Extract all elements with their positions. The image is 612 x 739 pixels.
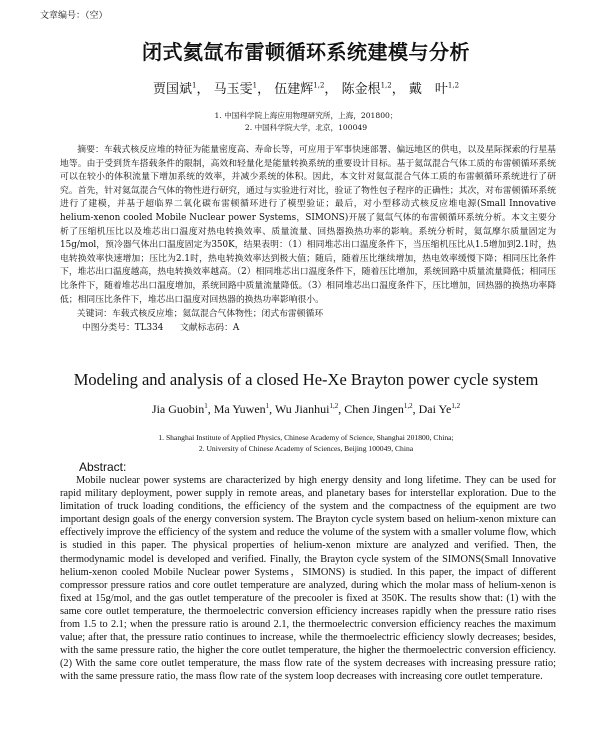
author-affiliation-mark: 1: [191, 81, 197, 90]
author-affiliation-mark: 1: [265, 402, 270, 410]
abstract-english-text: Mobile nuclear power systems are characterized by high energy density and long lifetime. They can be used for rapid military deployment, power supply in remote areas, and planetary bases for interstellar exploration. Due to the limitation of truck loading conditions, the efficiency of the system and the compactness of the equipment are two important design goals of the energy conversion system. The Brayton cycle system based on helium-xenon mixture can effectively improve the efficiency of the system and reduce the volume of the system with a smaller volume flow, which is studied in this paper. The physical properties of helium-xenon mixture are analyzed and verified. Then, the thermodynamic model is developed and verified. Finally, the Brayton cycle system of the SIMONS(Small Innovative helium-xenon cooled Mobile Nuclear power Systems，SIMONS) is studied. In this paper, the impact of different compressor pressure ratios and core outlet temperature are analyzed, during which the molar mass of helium-xenon is fixed at 15g/mol, and the gas outlet temperature of the precooler is fixed at 350K. The results show that: (1) with the same core outlet temperature, the thermoelectric conversion efficiency increases rapidly when the pressure ratio rises from 1.5 to 2.1; when the pressure ratio is around 2.1, the thermoelectric conversion efficiency reaches the maximum value; after that, the pressure ratio continues to increase, while the thermoelectric efficiency slowly decreases; besides, with the same pressure ratio, the higher the core outlet temperature, the higher the thermoelectric conversion efficiency. (2) With the same core outlet temperature, the mass flow rate of the system decreases with increasing pressure ratio; with the same pressure ratio, the mass flow rate of the system loop decreases with increasing core outlet temperature.: [60, 475, 556, 683]
author-separator: ，: [196, 82, 210, 97]
affiliation-line: 1. 中国科学院上海应用物理研究所，上海，201800；: [214, 111, 398, 120]
author-separator: ，: [391, 82, 405, 97]
author-affiliation-mark: 1,2: [451, 402, 461, 410]
author-name: Dai Ye: [418, 402, 452, 416]
author-name: 贾国斌: [152, 82, 192, 97]
author-affiliation-mark: 1,2: [329, 402, 339, 410]
classification-chinese: [60, 322, 556, 336]
author-separator: ,: [207, 402, 214, 416]
article-number: 文章编号：（空）: [40, 11, 108, 21]
abstract-chinese: [60, 144, 556, 335]
author-name: Wu Jianhui: [274, 402, 330, 416]
keywords-chinese: [60, 308, 556, 322]
author-separator: ，: [257, 82, 271, 97]
author-affiliation-mark: 1,2: [447, 81, 460, 90]
abstract-chinese-body: [60, 144, 556, 307]
author-affiliation-mark: 1,2: [403, 402, 413, 410]
affiliation-line: 1. Shanghai Institute of Applied Physics, Chinese Academy of Science, Shanghai 201800, China;: [158, 433, 454, 442]
author-name: 戴 叶: [408, 82, 448, 97]
author-affiliation-mark: 1,2: [313, 81, 325, 90]
keywords-label: 关键词：: [76, 309, 112, 320]
clc-label: 中图分类号：: [82, 322, 135, 333]
doc-code-label: 文献标志码：: [180, 322, 233, 333]
author-separator: ，: [324, 82, 338, 97]
title-english: Modeling and analysis of a closed He-Xe Brayton power cycle system: [73, 370, 539, 389]
author-name: Ma Yuwen: [213, 402, 266, 416]
authors-english: [0, 402, 612, 417]
author-name: 马玉雯: [213, 82, 253, 97]
keywords-text: 车载式核反应堆；氦氙混合气体物性；闭式布雷顿循环: [111, 309, 324, 320]
author-separator: ,: [338, 402, 345, 416]
author-affiliation-mark: 1: [252, 81, 258, 90]
author-name: Jia Guobin: [151, 402, 205, 416]
doc-code-value: A: [232, 322, 240, 333]
affiliations-chinese: [0, 110, 612, 134]
clc-value: TL334: [134, 322, 164, 333]
authors-chinese: [0, 78, 612, 97]
author-affiliation-mark: 1: [204, 402, 208, 410]
affiliation-line: 2. 中国科学院大学，北京，100049: [244, 123, 368, 132]
title-chinese: 闭式氦氙布雷顿循环系统建模与分析: [142, 40, 470, 64]
affiliations-english: [0, 432, 612, 454]
author-affiliation-mark: 1,2: [380, 81, 392, 90]
abstract-chinese-label: 摘要：: [77, 145, 104, 155]
abstract-chinese-text: 车载式核反应堆的特征为能量密度高、寿命长等，可应用于军事快速部署、偏远地区的供电，以及星际探索的行星基地等。由于受到货车搭载条件的限制，高效和轻量化是能量转换系统的重要设计目标。基于氦氙混合气体工质的布雷顿循环系统可以在较小的体积流量下增加系统的效率，并减少系统的体积。因此，本文针对氦氙混合气体工质的布雷顿循环系统进行了研究。首先，针对氦氙混合气体的物性进行研究，通过与实验进行对比，验证了物性包子程序的正确性；其次，对布雷顿循环系统进行了建模，并基于超临界二氧化碳布雷顿循环进行了模型验证；最后，对小型移动式核反应堆电源(Small Innovative helium-xenon cooled Mobile Nuclear power Systems，SIMONS)开展了氦氙气体的布雷顿循环系统分析。本文主要分析了压缩机压比以及堆芯出口温度对热电转换效率、质量流量、回热器换热功率的影响。系统分析时，氦氙摩尔质量固定为15g/mol，预冷器气体出口温度固定为350K，结果表明：（1）相同堆芯出口温度条件下，当压缩机压比从1.5增加到2.1时，热电转换效率快速增加；压比为2.1时，热电转换效率达到极大值；随后，随着压比继续增加，热电效率缓慢下降；相同压比条件下，堆芯出口温度越高，热电转换效率越高。（2）相同堆芯出口温度条件下，随着压比增加，系统回路中质量流量降低；相同压比条件下，随着堆芯出口温度增加，系统回路中质量流量降低。（3）相同堆芯出口温度条件下，压比增加，回热器的换热功率降低；相同压比条件下，堆芯出口温度对回热器的换热功率影响很小。: [60, 145, 556, 305]
author-separator: ,: [412, 402, 419, 416]
author-name: Chen Jingen: [344, 402, 404, 416]
author-separator: ,: [269, 402, 275, 416]
author-name: 伍建辉: [274, 82, 314, 97]
author-name: 陈金根: [341, 82, 381, 97]
abstract-english-label: Abstract:: [79, 460, 127, 474]
affiliation-line: 2. University of Chinese Academy of Sciences, Beijing 100049, China: [198, 444, 414, 453]
